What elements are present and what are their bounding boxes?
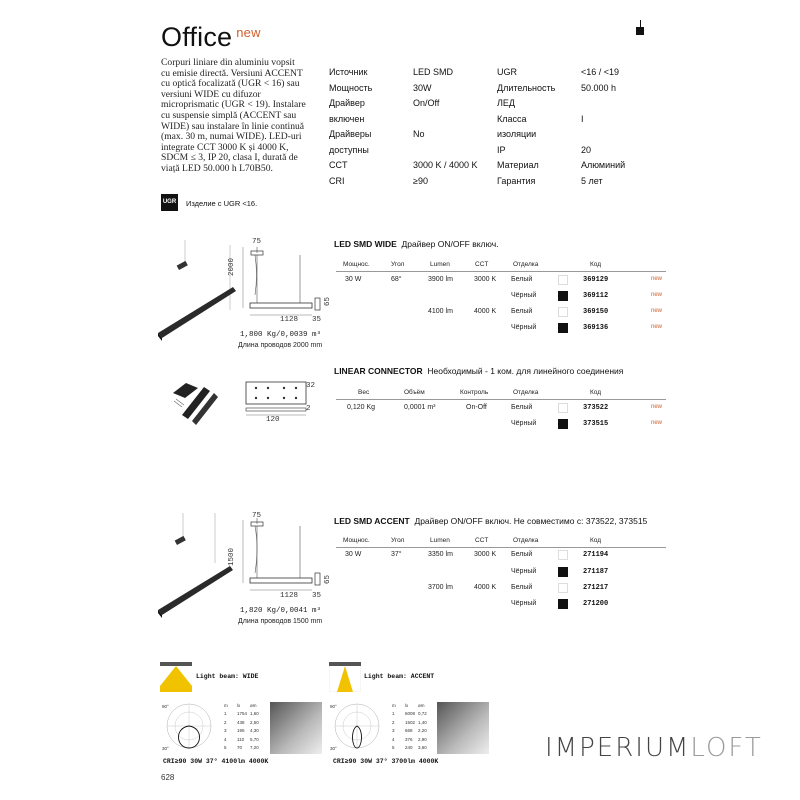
spec-label: IP xyxy=(497,144,506,155)
photometric-cell: 4,30 xyxy=(250,728,259,733)
photometric-cell: 2,20 xyxy=(418,728,427,733)
table-cell-lumen: 4100 lm xyxy=(428,308,453,315)
table-header-divider xyxy=(336,399,666,400)
beam-accent-label: Light beam: ACCENT xyxy=(364,673,435,680)
beam-accent-icon xyxy=(329,662,361,692)
table-cell-cct: 4000 K xyxy=(474,584,497,591)
product-code: 369150 xyxy=(583,308,609,316)
table-header: Отделка xyxy=(513,389,539,396)
pendant-icon xyxy=(636,27,644,35)
table-header: Контроль xyxy=(460,389,489,396)
photometric-cell: 3,60 xyxy=(418,745,427,750)
spec-label: Длительность xyxy=(497,82,556,93)
photometric-cell: 195 xyxy=(237,728,245,733)
spec-label: Материал xyxy=(497,160,539,170)
brand-logo xyxy=(545,733,763,763)
beam-wide-icon xyxy=(160,662,192,692)
photometric-cell: 3 xyxy=(224,728,227,733)
accent-name: LED SMD ACCENT xyxy=(334,516,410,526)
photometric-cell: 1754 xyxy=(237,711,248,716)
new-badge: new xyxy=(651,308,663,314)
accent-wire-length: Длина проводов 1500 mm xyxy=(238,618,323,625)
photometric-cell: 1502 xyxy=(405,719,416,725)
photometric-header: lx xyxy=(405,703,409,708)
connector-desc: Необходимый - 1 ком. для линейного соединения xyxy=(427,366,624,376)
product-code: 369136 xyxy=(583,324,609,332)
ugr-badge: UGR xyxy=(161,194,178,211)
spec-label: Класса xyxy=(497,113,527,124)
table-header: CCT xyxy=(475,261,489,268)
new-badge: new xyxy=(236,25,261,40)
brand-part-a: IMPERIUM xyxy=(545,733,691,763)
new-badge: new xyxy=(651,276,663,282)
table-header: Отделка xyxy=(513,537,539,544)
table-cell-finish: Белый xyxy=(511,551,533,558)
new-badge: new xyxy=(651,420,663,426)
accent-dim-length: 1128 xyxy=(280,592,299,600)
connector-dim-length: 120 xyxy=(266,416,280,424)
photometric-cell: 668 xyxy=(405,728,413,733)
accent-dim-top: 75 xyxy=(252,512,262,520)
spec-value: LED SMD xyxy=(413,67,454,77)
product-code: 271200 xyxy=(583,600,609,608)
product-code: 369112 xyxy=(583,292,609,300)
spec-label: ЛЕД xyxy=(497,98,516,108)
table-cell-finish: Белый xyxy=(511,404,533,411)
finish-swatch-black xyxy=(558,323,568,333)
wide-dim-side: 65 xyxy=(324,296,332,306)
photometric-cell: 1 xyxy=(224,711,227,716)
table-cell-finish: Белый xyxy=(511,584,533,591)
photometric-header: øm xyxy=(418,703,425,708)
table-header: Lumen xyxy=(430,537,450,544)
table-cell-finish: Чёрный xyxy=(511,420,537,427)
table-cell-volume: 0,0001 m³ xyxy=(404,404,436,411)
wide-name: LED SMD WIDE xyxy=(334,239,397,249)
photometric-cell: 0,72 xyxy=(418,711,427,716)
connector-product-drawing xyxy=(168,375,228,425)
photometric-cell: 3 xyxy=(392,728,395,733)
table-header: Код xyxy=(590,537,602,544)
table-header: Мощнос. xyxy=(343,537,370,544)
beam-wide-angle-label: 30° xyxy=(162,746,169,751)
new-badge: new xyxy=(651,292,663,298)
photometric-cell: 2,50 xyxy=(250,719,259,725)
photometric-header: m xyxy=(392,703,396,708)
accent-weight: 1,820 Kg/0,0041 m³ xyxy=(240,607,322,615)
table-header: Угол xyxy=(391,537,405,544)
product-code: 373522 xyxy=(583,404,609,412)
wide-dim-height: 2000 xyxy=(228,257,236,276)
wide-dim-length: 1128 xyxy=(280,316,299,324)
spec-label: Драйвер xyxy=(329,98,365,108)
page-title xyxy=(161,22,261,53)
beam-accent-cri: CRI≥90 30W 37° 3700lm 4000K xyxy=(333,758,439,765)
product-code: 369129 xyxy=(583,276,609,284)
spec-value: 20 xyxy=(581,144,592,155)
finish-swatch-white xyxy=(558,583,568,593)
table-cell-weight: 0,120 Kg xyxy=(347,404,376,411)
wide-dim-depth: 35 xyxy=(312,316,322,324)
title-text: Office xyxy=(161,22,233,52)
photometric-cell: 376 xyxy=(405,736,413,742)
photometric-cell: 4 xyxy=(224,736,227,742)
beam-accent-photo xyxy=(437,702,489,754)
wide-wire-length: Длина проводов 2000 mm xyxy=(238,342,323,349)
table-cell-finish: Белый xyxy=(511,308,533,315)
finish-swatch-white xyxy=(558,307,568,317)
spec-value: Алюминий xyxy=(581,160,626,170)
photometric-cell: 1,60 xyxy=(250,711,259,716)
brand-part-b: LOFT xyxy=(690,733,763,763)
spec-value: 30W xyxy=(413,82,432,93)
photometric-cell: 1 xyxy=(392,711,395,716)
table-header: Мощнос. xyxy=(343,261,370,268)
finish-swatch-white xyxy=(558,403,568,413)
wide-weight: 1,800 Kg/0,0039 m³ xyxy=(240,331,322,339)
table-cell-power: 30 W xyxy=(345,551,362,558)
accent-dim-height: 1500 xyxy=(228,547,236,566)
spec-label: CRI xyxy=(329,175,345,186)
spec-label: CCT xyxy=(329,160,348,170)
photometric-cell: 4 xyxy=(392,736,395,742)
spec-value: No xyxy=(413,129,425,139)
photometric-cell: 240 xyxy=(405,745,413,750)
new-badge: new xyxy=(651,404,663,410)
table-cell-control: On-Off xyxy=(466,404,487,411)
photometric-cell: 2 xyxy=(224,719,227,725)
product-code: 271194 xyxy=(583,551,609,559)
spec-value: <16 / <19 xyxy=(581,67,620,77)
photometric-cell: 7,20 xyxy=(250,745,259,750)
table-header: Объём xyxy=(404,389,425,396)
intro-text: Corpuri liniare din aluminiu vopsit cu emisie directă. Versiuni ACCENT cu optică focalizată (UGR < 16) sau versiuni WIDE cu difuzor microprismatic (UGR < 19). Instalare cu suspensie simplă (ACCENT sau WIDE) sau instalare în linie continuă (max. 30 m, numai WIDE). LED-uri integrate CCT 3000 K și 4000 K, SDCM ≤ 3, IP 20, clasa I, durată de viață LED 50.000 h L70B50. xyxy=(161,57,306,174)
photometric-cell: 5 xyxy=(224,745,227,750)
table-header: Отделка xyxy=(513,261,539,268)
table-cell-power: 30 W xyxy=(345,276,362,283)
table-cell-cct: 3000 K xyxy=(474,276,497,283)
spec-value: 50.000 h xyxy=(581,82,617,93)
spec-label: Источник xyxy=(329,67,368,77)
table-cell-finish: Чёрный xyxy=(511,324,537,331)
table-header: Вес xyxy=(358,389,370,396)
spec-value: 3000 K / 4000 K xyxy=(413,160,478,170)
table-cell-angle: 37° xyxy=(391,551,402,558)
table-cell-finish: Белый xyxy=(511,276,533,283)
finish-swatch-black xyxy=(558,599,568,609)
table-header: CCT xyxy=(475,537,489,544)
wide-desc: Драйвер ON/OFF включ. xyxy=(401,239,499,249)
spec-value: I xyxy=(581,113,584,124)
photometric-cell: 70 xyxy=(237,745,243,750)
page-number: 628 xyxy=(161,773,175,782)
beam-wide-label: Light beam: WIDE xyxy=(196,673,259,680)
finish-swatch-black xyxy=(558,419,568,429)
connector-name: LINEAR CONNECTOR xyxy=(334,366,423,376)
table-cell-lumen: 3700 lm xyxy=(428,584,453,591)
photometric-cell: 5 xyxy=(392,745,395,750)
product-code: 373515 xyxy=(583,420,609,428)
spec-value: 5 лет xyxy=(581,175,603,186)
spec-label: Гарантия xyxy=(497,175,536,186)
accent-dim-depth: 35 xyxy=(312,592,322,600)
accent-dim-side: 65 xyxy=(324,574,332,584)
table-header: Lumen xyxy=(430,261,450,268)
beam-accent-angle-label: 90° xyxy=(330,704,337,709)
connector-dim-depth: 2 xyxy=(306,405,311,413)
table-cell-cct: 4000 K xyxy=(474,308,497,315)
spec-label: UGR xyxy=(497,67,517,77)
photometric-header: m xyxy=(224,703,228,708)
accent-product-drawing xyxy=(155,508,335,623)
spec-label: изоляции xyxy=(497,129,537,139)
accent-section-title xyxy=(334,516,647,526)
accent-desc: Драйвер ON/OFF включ. Не совместимо с: 373522, 373515 xyxy=(414,516,648,526)
product-code: 271187 xyxy=(583,568,609,576)
photometric-cell: 6008 xyxy=(405,711,416,716)
connector-section-title xyxy=(334,366,623,376)
table-cell-finish: Чёрный xyxy=(511,292,537,299)
wide-section-title xyxy=(334,239,498,249)
table-cell-cct: 3000 K xyxy=(474,551,497,558)
table-header: Код xyxy=(590,389,602,396)
photometric-cell: 2 xyxy=(392,719,395,725)
photometric-header: øm xyxy=(250,703,257,708)
table-cell-finish: Чёрный xyxy=(511,568,537,575)
table-cell-finish: Чёрный xyxy=(511,600,537,607)
table-cell-lumen: 3350 lm xyxy=(428,551,453,558)
finish-swatch-white xyxy=(558,550,568,560)
table-header-divider xyxy=(336,271,666,272)
spec-label: доступны xyxy=(329,144,369,155)
spec-label: включен xyxy=(329,113,365,124)
connector-dim-height: 32 xyxy=(306,382,316,390)
photometric-cell: 5,70 xyxy=(250,736,259,742)
product-code: 271217 xyxy=(583,584,609,592)
photometric-cell: 1,40 xyxy=(418,719,427,725)
spec-label: Драйверы xyxy=(329,129,372,139)
finish-swatch-black xyxy=(558,291,568,301)
finish-swatch-black xyxy=(558,567,568,577)
beam-accent-angle-label: 30° xyxy=(330,746,337,751)
beam-wide-photo xyxy=(270,702,322,754)
table-header: Угол xyxy=(391,261,405,268)
spec-value: ≥90 xyxy=(413,175,428,186)
beam-wide-angle-label: 90° xyxy=(162,704,169,709)
beam-wide-cri: CRI≥90 30W 37° 4100lm 4000K xyxy=(163,758,269,765)
table-header-divider xyxy=(336,547,666,548)
photometric-cell: 110 xyxy=(237,736,245,742)
new-badge: new xyxy=(651,324,663,330)
table-cell-angle: 68° xyxy=(391,276,402,283)
wide-dim-top: 75 xyxy=(252,238,262,246)
spec-label: Мощность xyxy=(329,82,373,93)
photometric-header: lx xyxy=(237,703,241,708)
table-cell-lumen: 3900 lm xyxy=(428,276,453,283)
table-header: Код xyxy=(590,261,602,268)
photometric-cell: 2,90 xyxy=(418,736,427,742)
finish-swatch-white xyxy=(558,275,568,285)
photometric-cell: 438 xyxy=(237,719,245,725)
spec-value: On/Off xyxy=(413,98,440,108)
ugr-note: Изделие с UGR <16. xyxy=(186,199,258,208)
